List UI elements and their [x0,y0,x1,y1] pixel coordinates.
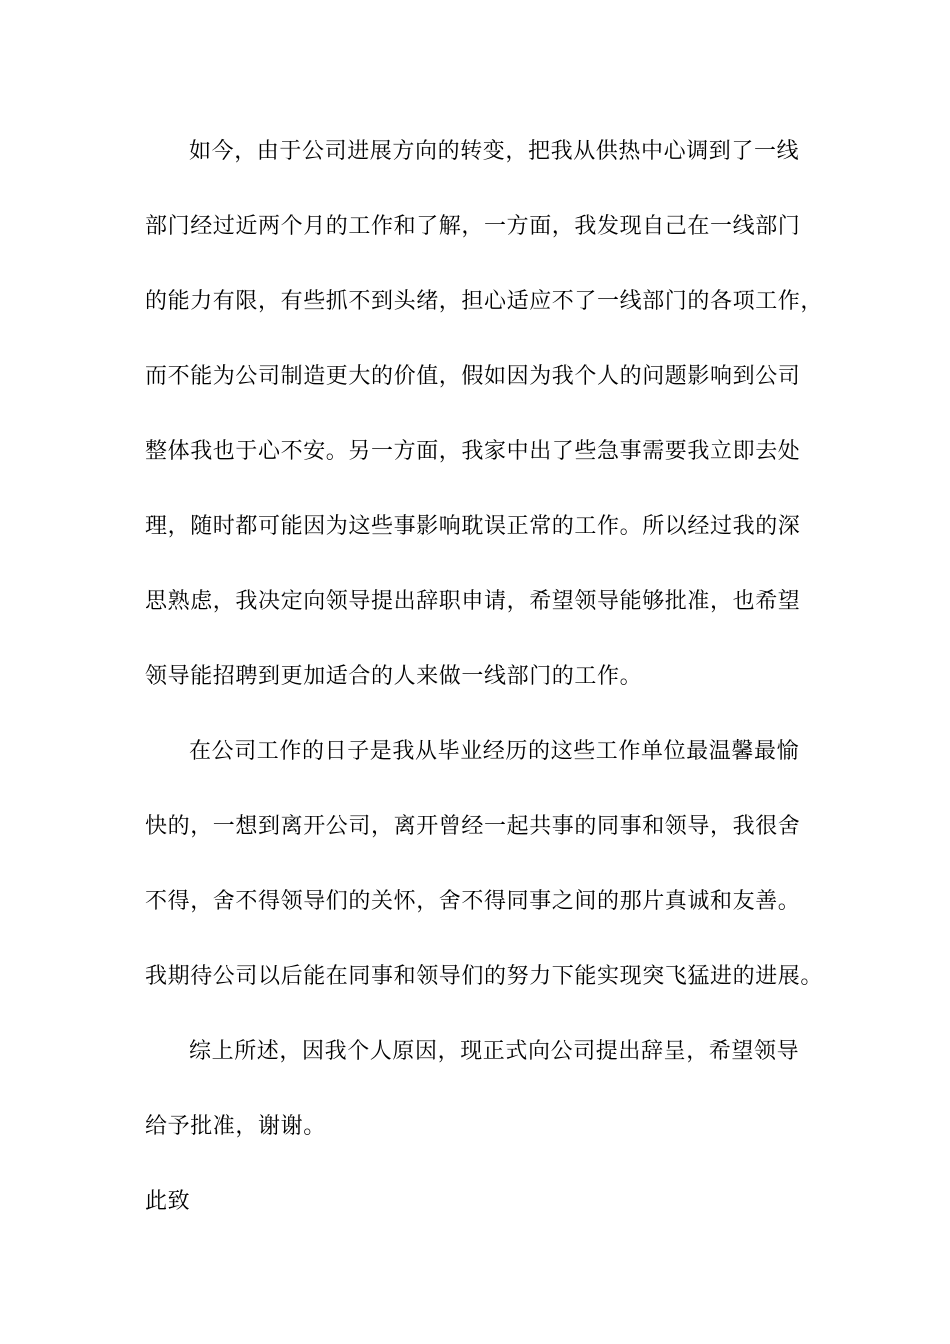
paragraph-2-line-2: 快的，一想到离开公司，离开曾经一起共事的同事和领导，我很舍 [145,814,801,839]
paragraph-1-line-2: 部门经过近两个月的工作和了解，一方面，我发现自己在一线部门 [145,214,801,239]
paragraph-1-line-1: 如今，由于公司进展方向的转变，把我从供热中心调到了一线 [189,139,800,164]
paragraph-2-line-1: 在公司工作的日子是我从毕业经历的这些工作单位最温馨最愉 [189,739,800,764]
paragraph-2-line-3: 不得，舍不得领导们的关怀，舍不得同事之间的那片真诚和友善。 [145,889,801,914]
paragraph-1-line-8: 领导能招聘到更加适合的人来做一线部门的工作。 [145,664,643,689]
paragraph-3-line-2: 给予批准，谢谢。 [145,1114,326,1139]
closing-salutation: 此致 [145,1189,191,1214]
paragraph-1-line-3: 的能力有限，有些抓不到头绪，担心适应不了一线部门的各项工作， [145,289,824,314]
paragraph-1-line-6: 理，随时都可能因为这些事影响耽误正常的工作。所以经过我的深 [145,514,801,539]
paragraph-1-line-7: 思熟虑，我决定向领导提出辞职申请，希望领导能够批准，也希望 [145,589,801,614]
paragraph-2-line-4: 我期待公司以后能在同事和领导们的努力下能实现突飞猛进的进展。 [145,964,824,989]
paragraph-1-line-4: 而不能为公司制造更大的价值，假如因为我个人的问题影响到公司 [145,364,801,389]
paragraph-1-line-5: 整体我也于心不安。另一方面，我家中出了些急事需要我立即去处 [145,439,801,464]
paragraph-3-line-1: 综上所述，因我个人原因，现正式向公司提出辞呈，希望领导 [189,1039,800,1064]
